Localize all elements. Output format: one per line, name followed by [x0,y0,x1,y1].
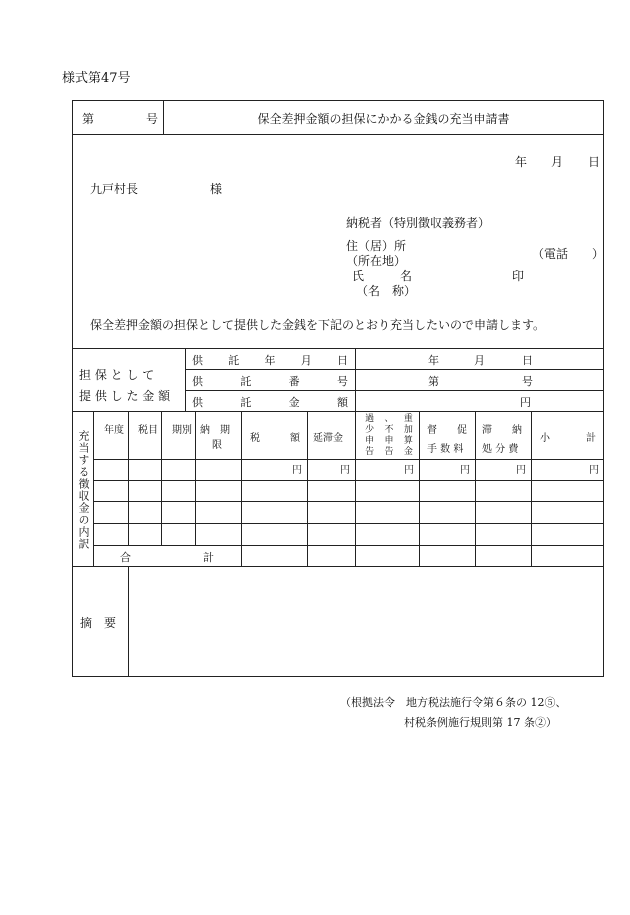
addressee-name: 九戸村長 [90,182,139,196]
yen-subtotal: 円 [589,465,599,476]
col-header-tax-part: 額 [290,433,300,444]
deposit-number-label-part: 号 [336,375,348,388]
number-suffix: 号 [146,112,159,126]
addressee-honorific: 様 [210,182,223,196]
legal-basis-line-1: （根拠法令 地方税法施行令第６条の 12⑤、 [340,696,567,709]
deposit-amount-label [192,394,348,410]
col-divider-disposal [531,411,532,566]
deposit-date-label-part: 月 [300,354,312,367]
penalty-char: 告 [384,447,394,457]
deposit-amount-label-part: 託 [240,396,252,409]
col-divider-period [195,411,196,545]
deposit-date-label-part: 供 [192,354,203,367]
penalty-char: 申 [365,436,375,446]
col-header-item: 税目 [138,425,158,436]
yen-penalty: 円 [404,465,414,476]
yen-delinquency: 円 [340,465,350,476]
col-header-year: 年度 [104,425,124,436]
yen-disposal: 円 [516,465,526,476]
date-month: 月 [551,155,564,169]
col-divider-penalty [419,411,420,566]
col-header-subtotal [540,429,596,444]
deposit-date-year: 年 [428,354,439,367]
deposit-row-rule-1 [185,369,604,370]
col-header-demand [427,421,467,436]
breakdown-row-rule [93,501,604,502]
deposit-number-suffix: 号 [522,375,533,388]
deposit-section-label-1: 担 保 と し て [79,368,155,382]
col-header-subtotal-part: 計 [586,433,596,444]
penalty-char: 不 [384,425,394,435]
breakdown-row-rule [93,545,604,546]
breakdown-side-label: 充当する徴収金の内訳 [77,430,90,550]
deposit-section-label-2: 提 供 し た 金 額 [79,389,171,403]
deposit-date-label-part: 託 [228,354,240,367]
col-header-demand-part: 督 [427,425,437,436]
deposit-amount-yen: 円 [520,396,531,409]
penalty-char: 金 [403,447,413,457]
legal-basis-line-2: 村税条例施行規則第 17 条②） [404,716,557,729]
breakdown-row-rule [93,523,604,524]
form-title: 保全差押金額の担保にかかる金銭の充当申請書 [257,112,510,126]
seal-mark: 印 [512,269,525,283]
col-divider-tax [307,411,308,566]
total-label-part: 合 [120,551,131,564]
col-header-disposal-sub: 処 分 費 [482,444,519,455]
col-header-due: 納 期 [200,425,230,436]
address-label: 住（居）所 [346,239,407,253]
col-header-tax [250,429,300,444]
number-prefix: 第 [82,112,95,126]
col-header-period: 期別 [172,425,192,436]
penalty-char: 、 [384,414,394,424]
penalty-char: 少 [365,425,375,435]
col-divider-year [128,411,129,545]
breakdown-header-rule [93,459,604,460]
deposit-number-label-part: 供 [192,375,203,388]
yen-tax: 円 [292,465,302,476]
yen-demand: 円 [460,465,470,476]
deposit-date-label-part: 日 [337,354,348,367]
col-divider-delinquency [355,411,356,566]
deposit-date-day: 日 [522,354,533,367]
deposit-number-label [192,373,348,389]
col-header-due-sub: 限 [212,440,222,451]
form-id: 様式第47号 [62,71,131,86]
breakdown-top-rule [72,411,604,412]
penalty-char: 重 [403,414,413,424]
penalty-char: 加 [403,425,413,435]
address-sublabel: （所在地） [346,254,407,268]
penalty-char: 過 [365,414,375,424]
deposit-amount-label-part: 金 [288,396,300,409]
col-header-subtotal-part: 小 [540,433,550,444]
name-label: 氏 名 [352,269,413,283]
total-label [120,549,214,565]
deposit-number-prefix: 第 [428,375,439,388]
col-divider-demand [475,411,476,566]
total-label-part: 計 [203,551,214,564]
remarks-label: 摘 要 [80,616,117,630]
penalty-char: 申 [384,436,394,446]
col-header-demand-sub: 手 数 料 [427,444,464,455]
penalty-char: 算 [403,436,413,446]
col-header-disposal [482,421,522,436]
deposit-number-label-part: 番 [288,375,300,388]
deposit-date-label-part: 年 [264,354,276,367]
name-sublabel: （名 称） [356,284,417,298]
col-header-penalty [360,414,418,458]
col-header-disposal-part: 納 [512,425,522,436]
date-day: 日 [588,155,601,169]
col-divider-item [161,411,162,545]
breakdown-bottom-rule [72,566,604,567]
deposit-amount-label-part: 供 [192,396,203,409]
side-label-divider [93,411,94,566]
applicant-role: 納税者（特別徴収義務者） [346,216,491,230]
col-header-disposal-part: 滞 [482,425,492,436]
deposit-divider-2 [355,348,356,411]
deposit-row-rule-2 [185,390,604,391]
col-header-demand-part: 促 [457,425,467,436]
deposit-amount-label-part: 額 [336,396,348,409]
breakdown-row-rule [93,480,604,481]
deposit-date-month: 月 [474,354,485,367]
header-bottom-rule [72,134,604,135]
phone-label: （電話 ） [532,247,605,261]
remarks-divider [128,566,129,677]
statement-bottom-rule [72,348,604,349]
deposit-divider-1 [185,348,186,411]
application-statement: 保全差押金額の担保として提供した金銭を下記のとおり充当したいので申請します。 [90,318,546,332]
deposit-date-label [192,352,348,368]
col-header-delinquency: 延滞金 [313,433,343,444]
col-header-tax-part: 税 [250,433,260,444]
penalty-char: 告 [365,447,375,457]
col-divider-due [241,411,242,566]
deposit-number-label-part: 託 [240,375,252,388]
date-year: 年 [515,155,528,169]
